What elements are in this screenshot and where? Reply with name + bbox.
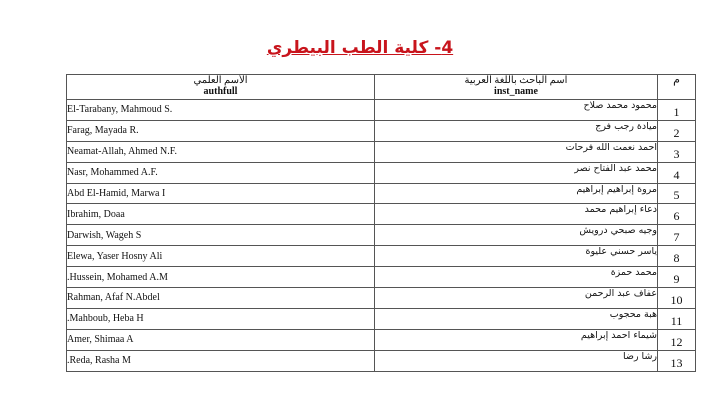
arabic-name-cell: احمد نعمت الله فرحات [375, 141, 658, 162]
header-scientific-name-label: الأسم العلمي [193, 75, 248, 86]
row-number-cell: 7 [658, 225, 696, 246]
scientific-name-cell: Rahman, Afaf N.Abdel [67, 288, 375, 309]
row-number-cell: 11 [658, 308, 696, 329]
table-row [67, 100, 696, 121]
row-number-cell: 3 [658, 141, 696, 162]
scientific-name-cell: Farag, Mayada R. [67, 120, 375, 141]
arabic-name-cell: محمد عبد الفتاح نصر [375, 162, 658, 183]
table-row [67, 267, 696, 288]
table-row [67, 162, 696, 183]
scientific-name-cell: Amer, Shimaa A [67, 329, 375, 350]
row-number-cell: 10 [658, 288, 696, 309]
scientific-name-cell: El-Tarabany, Mahmoud S. [67, 100, 375, 121]
table-body [67, 100, 696, 372]
scientific-name-cell: .Mahboub, Heba H [67, 308, 375, 329]
table-header-row [67, 75, 696, 100]
row-number-cell: 13 [658, 350, 696, 371]
table-row [67, 204, 696, 225]
scientific-name-cell: Darwish, Wageh S [67, 225, 375, 246]
arabic-name-cell: عفاف عبد الرحمن [375, 288, 658, 309]
arabic-name-cell: وجيه صبحي درويش [375, 225, 658, 246]
arabic-name-cell: ياسر حسني عليوة [375, 246, 658, 267]
table-row [67, 308, 696, 329]
scientific-name-cell: Nasr, Mohammed A.F. [67, 162, 375, 183]
header-scientific-name-key: authfull [203, 86, 238, 97]
table-row [67, 141, 696, 162]
row-number-cell: 2 [658, 120, 696, 141]
row-number-cell: 9 [658, 267, 696, 288]
row-number-cell: 12 [658, 329, 696, 350]
table-row [67, 329, 696, 350]
row-number-cell: 6 [658, 204, 696, 225]
arabic-name-cell: محمود محمد صلاح [375, 100, 658, 121]
table-row [67, 120, 696, 141]
scientific-name-cell: .Reda, Rasha M [67, 350, 375, 371]
row-number-cell: 8 [658, 246, 696, 267]
table-row [67, 246, 696, 267]
row-number-cell: 5 [658, 183, 696, 204]
arabic-name-cell: دعاء إبراهيم محمد [375, 204, 658, 225]
scientific-name-cell: Elewa, Yaser Hosny Ali [67, 246, 375, 267]
header-number-label: م [673, 74, 680, 86]
scientific-name-cell: Abd El-Hamid, Marwa I [67, 183, 375, 204]
header-arabic-name [375, 75, 658, 100]
scientific-name-cell: .Hussein, Mohamed A.M [67, 267, 375, 288]
researchers-table [66, 74, 696, 372]
arabic-name-cell: مروة إبراهيم إبراهيم [375, 183, 658, 204]
header-number [658, 75, 696, 100]
table-row [67, 183, 696, 204]
scientific-name-cell: Ibrahim, Doaa [67, 204, 375, 225]
arabic-name-cell: شيماء احمد إبراهيم [375, 329, 658, 350]
table-row [67, 350, 696, 371]
scientific-name-cell: Neamat-Allah, Ahmed N.F. [67, 141, 375, 162]
row-number-cell: 4 [658, 162, 696, 183]
arabic-name-cell: هبة محجوب [375, 308, 658, 329]
arabic-name-cell: ميادة رجب فرج [375, 120, 658, 141]
arabic-name-cell: رشا رضا [375, 350, 658, 371]
table-row [67, 225, 696, 246]
document-title: 4- كلية الطب البيطري [266, 38, 454, 58]
table-row [67, 288, 696, 309]
row-number-cell: 1 [658, 100, 696, 121]
header-arabic-name-label: اسم الباحث باللغة العربية [464, 75, 568, 86]
arabic-name-cell: محمد حمزة [375, 267, 658, 288]
header-scientific-name [67, 75, 375, 100]
header-arabic-name-key: inst_name [494, 86, 538, 97]
